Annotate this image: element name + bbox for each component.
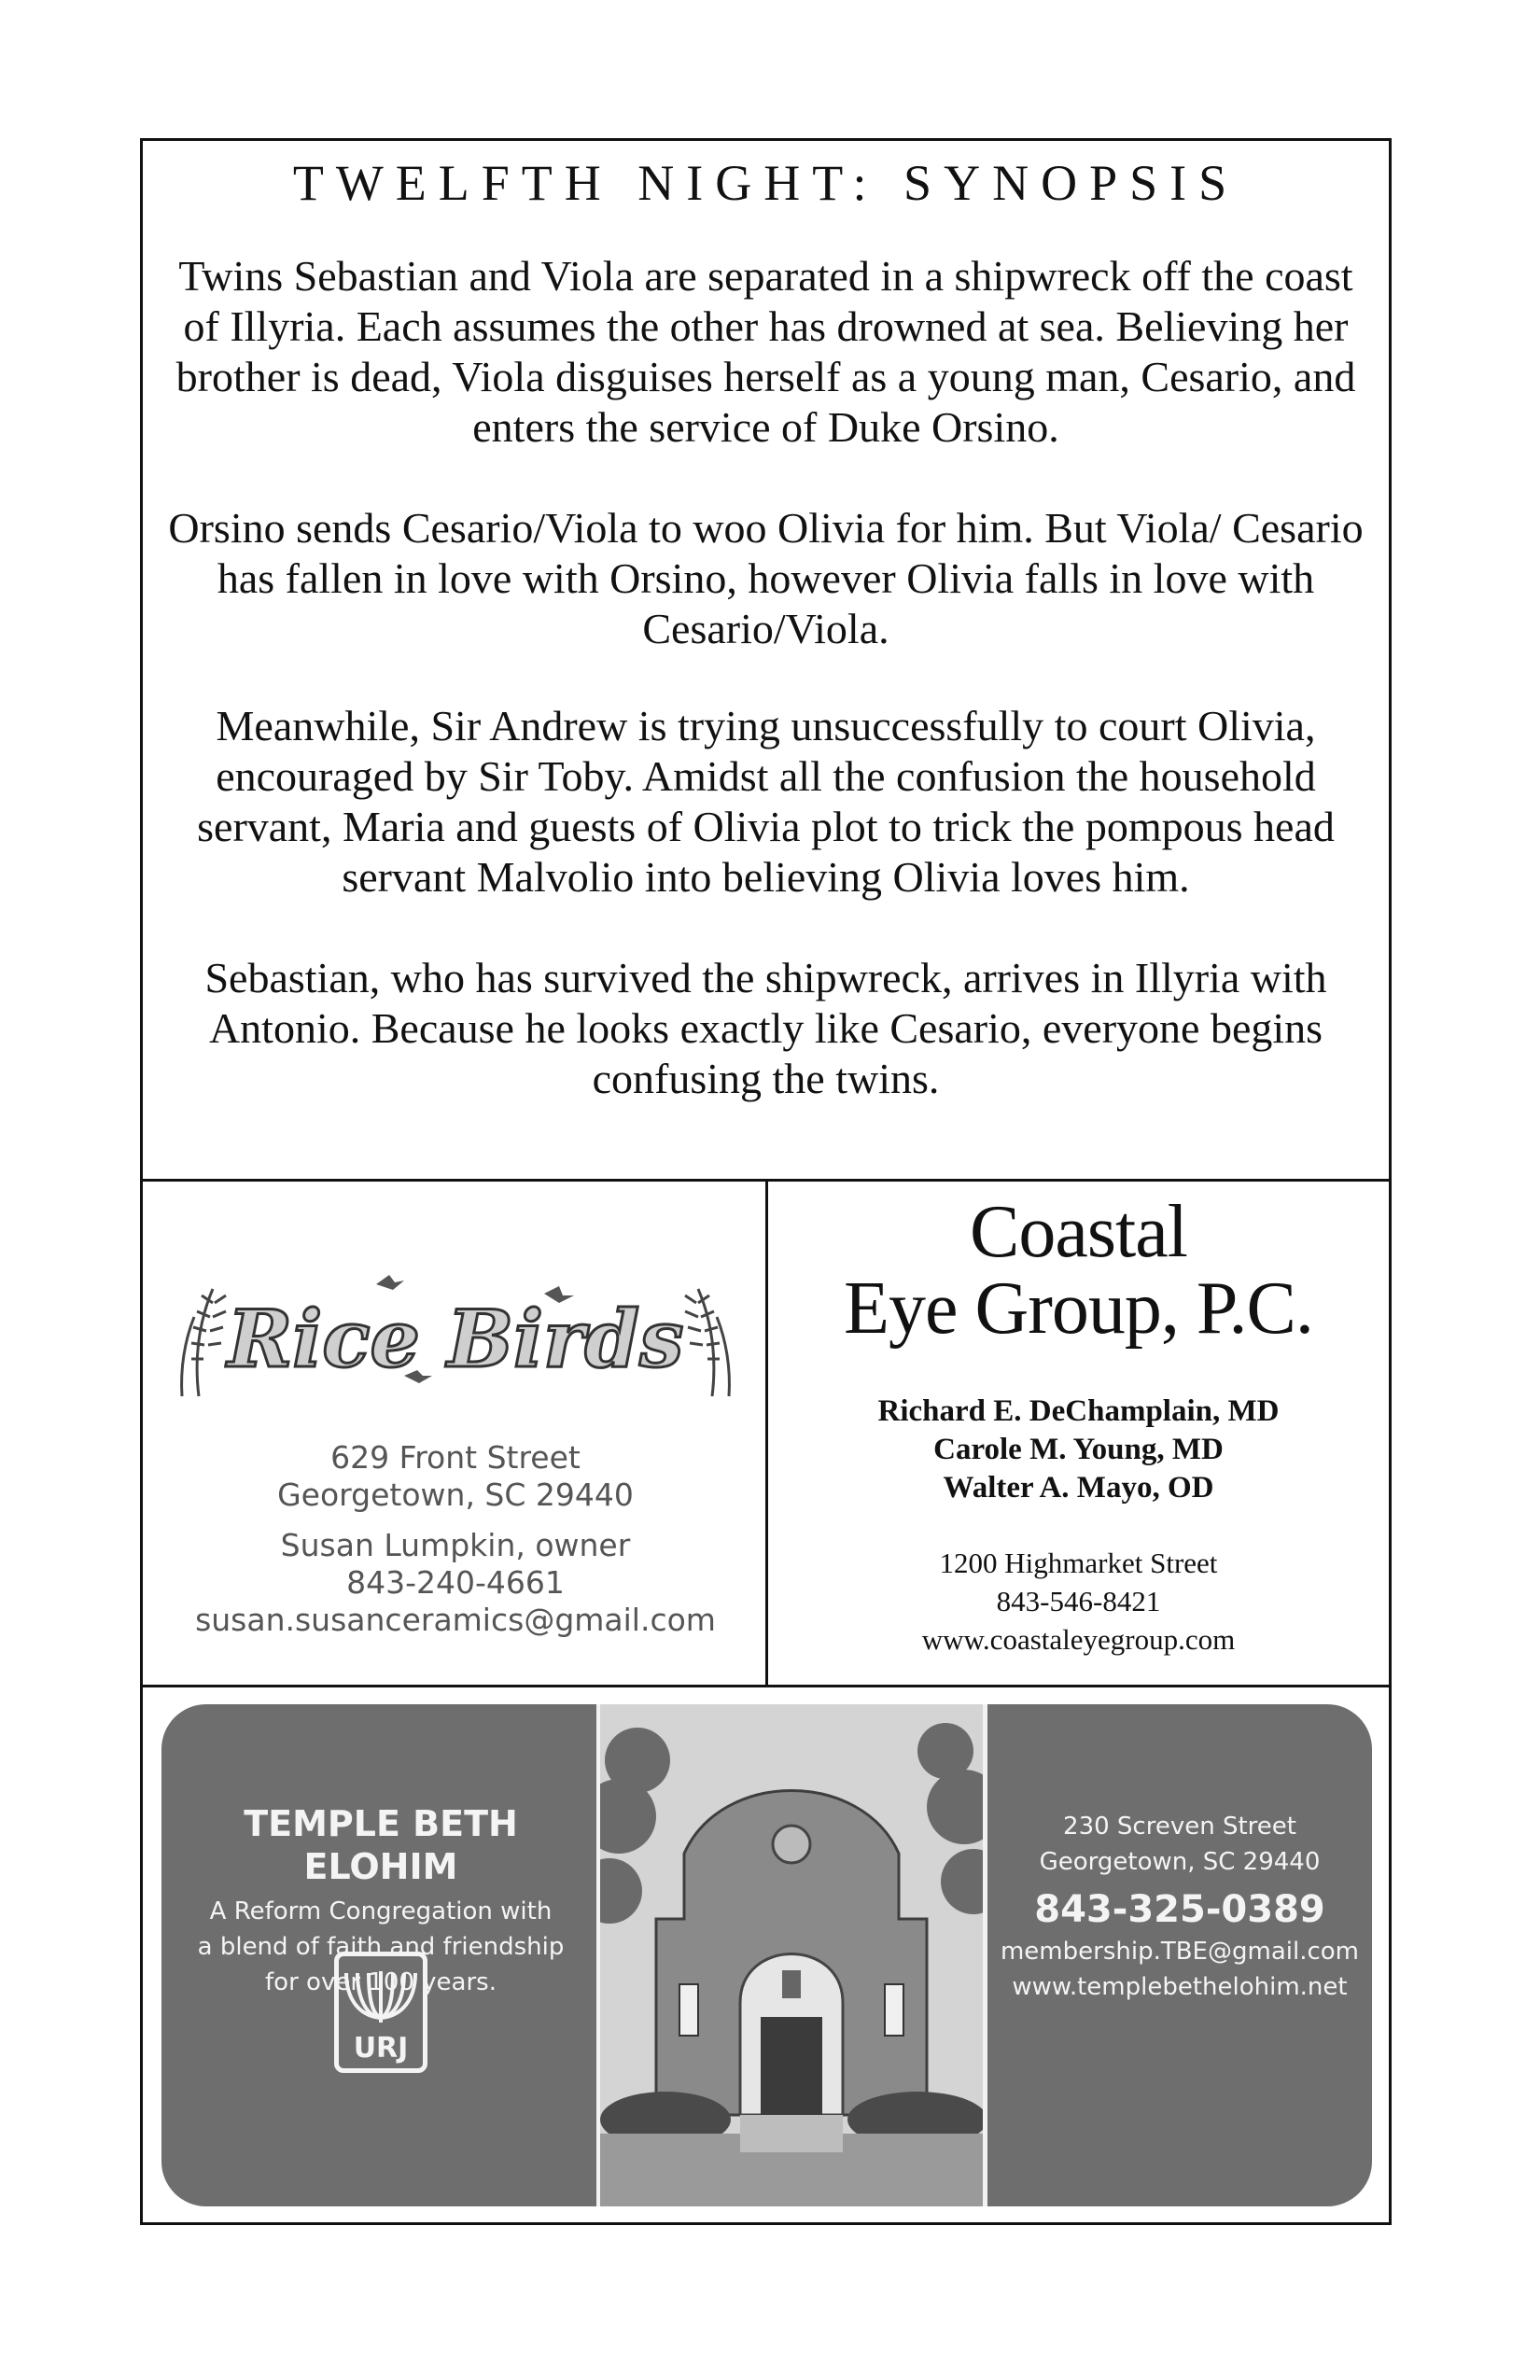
- temple-phone: 843-325-0389: [1034, 1888, 1325, 1931]
- temple-address-line1: 230 Screven Street: [1063, 1813, 1296, 1841]
- temple-email[interactable]: membership.TBE@gmail.com: [1000, 1938, 1359, 1966]
- coastal-eye-address: 1200 Highmarket Street: [939, 1547, 1218, 1579]
- synopsis-paragraph-1: Twins Sebastian and Viola are separated in a shipwreck off the coast of Illyria. Each assumes the other has drowned at sea. Believing her brother is dead, Viola disguises herself as a young man, Cesario, and enters the service of Duke Orsino.: [175, 252, 1356, 451]
- rice-birds-logo: [171, 1266, 740, 1406]
- temple-tagline-1: A Reform Congregation with: [209, 1897, 553, 1925]
- bird-icon: [376, 1275, 404, 1290]
- coastal-eye-title-line1: Coastal: [970, 1191, 1187, 1273]
- synopsis-section: [143, 141, 1389, 1182]
- urj-logo: [334, 1952, 427, 2073]
- coastal-eye-doctor-2: Carole M. Young, MD: [933, 1433, 1224, 1466]
- synopsis-title: TWELFTH NIGHT: SYNOPSIS: [292, 155, 1239, 211]
- rice-birds-address-line2: Georgetown, SC 29440: [277, 1477, 634, 1513]
- coastal-eye-ad: [768, 1182, 1389, 1685]
- page-frame: [140, 138, 1392, 2225]
- rice-birds-logo-text: Rice Birds: [227, 1293, 684, 1385]
- synopsis-paragraph-4: Sebastian, who has survived the shipwreck, arrives in Illyria with Antonio. Because he looks exactly like Cesario, everyone begins confusing the twins.: [204, 954, 1327, 1102]
- rice-birds-ad: [143, 1182, 768, 1685]
- temple-building-photo: [600, 1704, 983, 2206]
- coastal-eye-doctor-1: Richard E. DeChamplain, MD: [877, 1394, 1280, 1428]
- temple-tagline-3: for over 100 years.: [265, 1968, 497, 1996]
- rice-birds-phone: 843-240-4661: [346, 1564, 565, 1601]
- temple-address-line2: Georgetown, SC 29440: [1039, 1848, 1321, 1876]
- rice-birds-email: susan.susanceramics@gmail.com: [195, 1602, 716, 1638]
- synopsis-paragraph-2: Orsino sends Cesario/Viola to woo Olivia for him. But Viola/ Cesario has fallen in love with Orsino, however Olivia falls in love with Cesario/Viola.: [168, 504, 1364, 652]
- rice-birds-owner: Susan Lumpkin, owner: [280, 1527, 631, 1563]
- temple-beth-elohim-ad: [161, 1704, 1372, 2206]
- urj-logo-text: URJ: [353, 2032, 409, 2065]
- coastal-eye-website[interactable]: www.coastaleyegroup.com: [921, 1623, 1236, 1656]
- synopsis-paragraph-3: Meanwhile, Sir Andrew is trying unsuccessfully to court Olivia, encouraged by Sir Toby. Amidst all the confusion the household servant, Maria and guests of Olivia plot to trick the pompous head servant Malvolio into believing Olivia loves him.: [197, 702, 1335, 901]
- coastal-eye-title-line2: Eye Group, P.C.: [844, 1267, 1313, 1350]
- menorah-icon: [339, 1962, 423, 2027]
- wheat-right-icon: [685, 1289, 729, 1396]
- temple-website[interactable]: www.templebethelohim.net: [1012, 1973, 1348, 2001]
- coastal-eye-doctor-3: Walter A. Mayo, OD: [943, 1471, 1214, 1505]
- wheat-left-icon: [182, 1289, 226, 1396]
- temple-name: TEMPLE BETH ELOHIM: [244, 1803, 518, 1887]
- temple-right-panel: [987, 1809, 1372, 2005]
- temple-tagline-2: a blend of faith and friendship: [197, 1933, 565, 1961]
- ads-row: [143, 1182, 1389, 1687]
- coastal-eye-phone: 843-546-8421: [996, 1585, 1161, 1617]
- rice-birds-address-line1: 629 Front Street: [330, 1439, 581, 1476]
